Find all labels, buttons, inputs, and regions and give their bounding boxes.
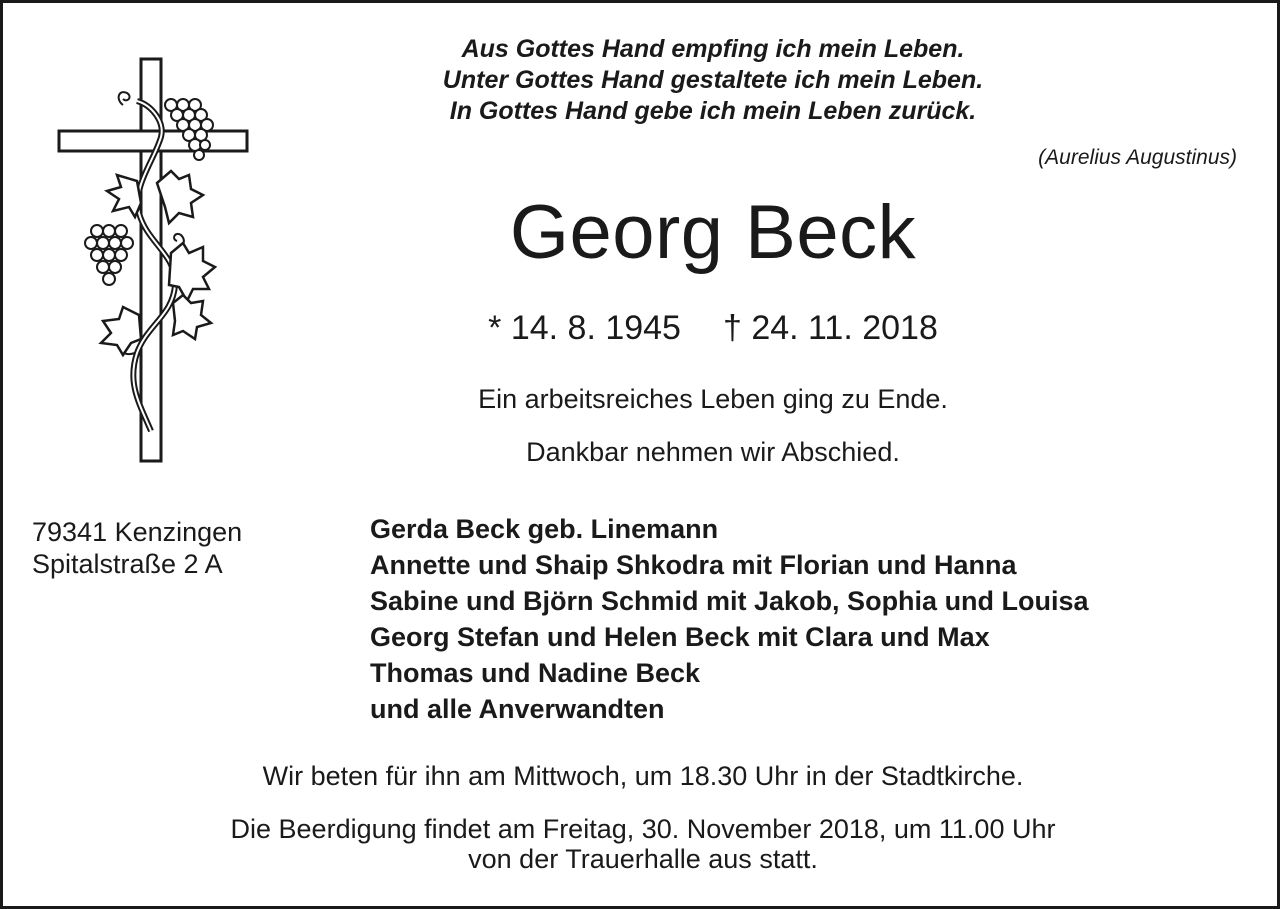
- funeral-line: Die Beerdigung findet am Freitag, 30. November 2018, um 11.00 Uhr: [230, 814, 1056, 844]
- message-line: Ein arbeitsreiches Leben ging zu Ende.: [478, 384, 948, 414]
- deceased-name: Georg Beck: [509, 190, 917, 275]
- mourner-line: Georg Stefan und Helen Beck mit Clara und Max: [370, 622, 990, 652]
- family-address: [32, 516, 242, 580]
- funeral-line: von der Trauerhalle aus statt.: [468, 844, 818, 874]
- mourner-line: Annette und Shaip Shkodra mit Florian und Hanna: [370, 550, 1017, 580]
- scripture-quote: [333, 34, 1093, 127]
- address-street: Spitalstraße 2 A: [32, 549, 223, 579]
- death-date: † 24. 11. 2018: [722, 309, 938, 347]
- mourner-line: Sabine und Björn Schmid mit Jakob, Sophia und Louisa: [370, 586, 1089, 616]
- mourner-line: Gerda Beck geb. Linemann: [370, 514, 719, 544]
- funeral-info: [103, 814, 1183, 874]
- mourners-list: [370, 511, 1089, 727]
- address-city: 79341 Kenzingen: [32, 517, 243, 547]
- birth-date: * 14. 8. 1945: [488, 309, 681, 347]
- prayer-service-text: Wir beten für ihn am Mittwoch, um 18.30 Uhr in der Stadtkirche.: [262, 761, 1024, 791]
- quote-attribution: (Aurelius Augustinus): [1038, 146, 1237, 169]
- quote-line: In Gottes Hand gebe ich mein Leben zurück.: [449, 97, 977, 125]
- message-line: Dankbar nehmen wir Abschied.: [526, 437, 900, 467]
- mourner-line: Thomas und Nadine Beck: [370, 658, 701, 688]
- cross-with-grapevine-icon: [53, 53, 253, 465]
- mourner-line: und alle Anverwandten: [370, 694, 665, 724]
- life-dates: [403, 308, 1023, 348]
- quote-line: Aus Gottes Hand empfing ich mein Leben.: [461, 35, 965, 63]
- quote-line: Unter Gottes Hand gestaltete ich mein Leben.: [442, 66, 984, 94]
